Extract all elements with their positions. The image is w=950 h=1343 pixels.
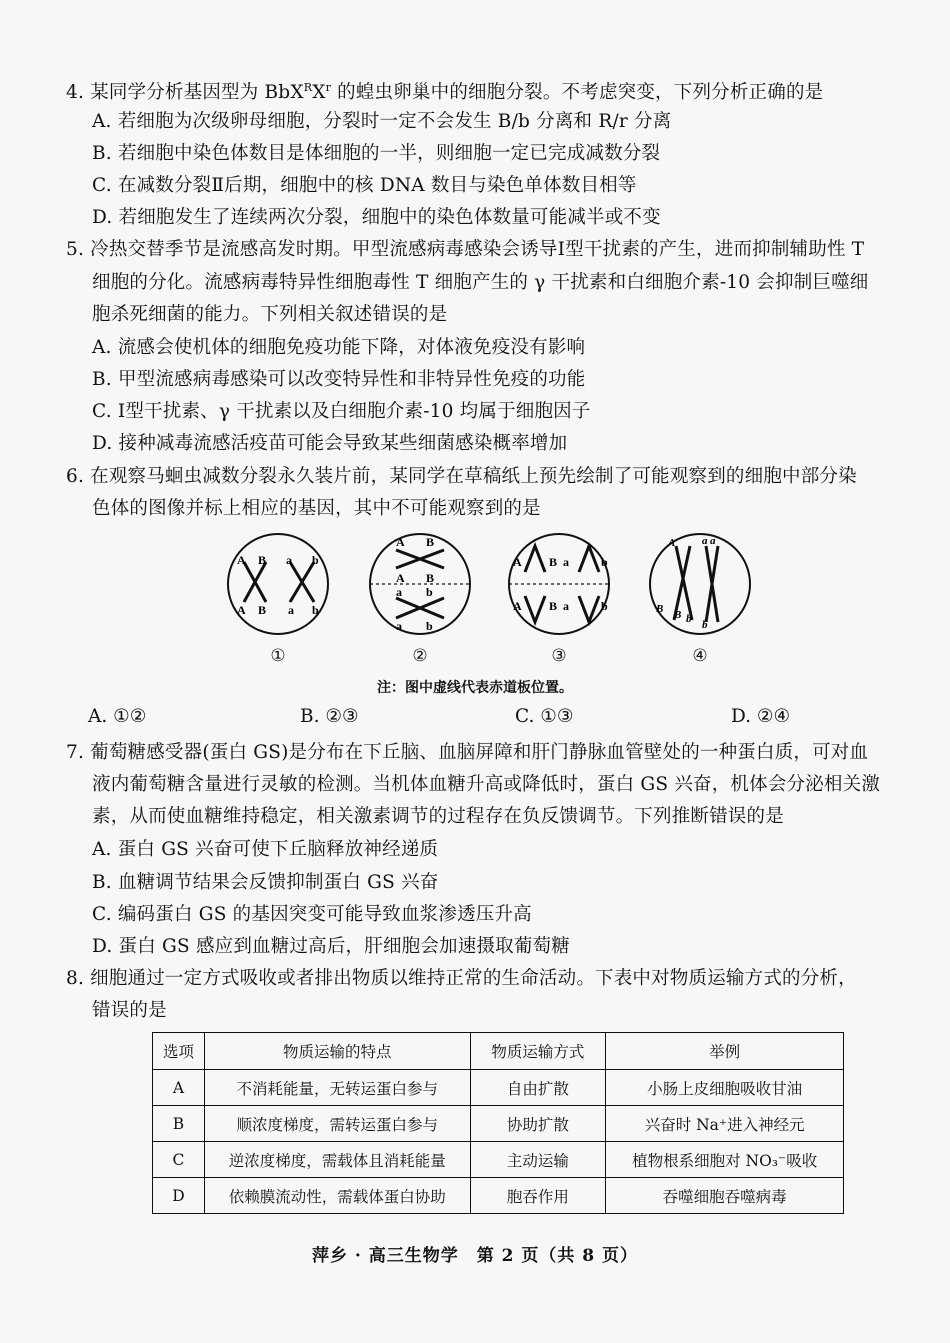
figure-caption-2: ② <box>412 646 428 666</box>
gene-label: b <box>312 553 319 567</box>
q5-stem-line1: 5. 冷热交替季节是流感高发时期。甲型流感病毒感染会诱导Ⅰ型干扰素的产生，进而抑制辅助性 T <box>66 239 865 260</box>
gene-label: A <box>668 537 676 549</box>
gene-label: b <box>426 585 433 599</box>
table-cell: 逆浓度梯度，需载体且消耗能量 <box>204 1142 470 1178</box>
gene-label: a <box>702 535 708 547</box>
q7-option-b: B. 血糖调节结果会反馈抑制蛋白 GS 兴奋 <box>92 872 439 893</box>
table-header: 物质运输的特点 <box>204 1033 470 1070</box>
gene-label: B <box>549 599 558 613</box>
gene-label: B <box>426 571 435 585</box>
gene-label: b <box>686 613 692 625</box>
q6-stem-line2: 色体的图像并标上相应的基因，其中不可能观察到的是 <box>92 498 541 519</box>
gene-label: B <box>656 603 664 615</box>
q6-stem-line1: 6. 在观察马蛔虫减数分裂永久装片前，某同学在草稿纸上预先绘制了可能观察到的细胞中部分染 <box>66 466 857 487</box>
q5-option-b: B. 甲型流感病毒感染可以改变特异性和非特异性免疫的功能 <box>92 369 586 390</box>
table-row <box>153 1178 844 1214</box>
table-cell: 胞吞作用 <box>470 1178 606 1214</box>
q7-option-d: D. 蛋白 GS 感应到血糖过高后，肝细胞会加速摄取葡萄糖 <box>92 936 570 957</box>
q5-option-a: A. 流感会使机体的细胞免疫功能下降，对体液免疫没有影响 <box>92 337 586 358</box>
gene-label: b <box>601 599 608 613</box>
gene-label: B <box>549 555 558 569</box>
q4-option-a: A. 若细胞为次级卵母细胞，分裂时一定不会发生 B/b 分离和 R/r 分离 <box>92 111 672 132</box>
cell-figure-3 <box>505 530 613 670</box>
gene-label: A <box>237 553 246 567</box>
gene-label: A <box>237 603 246 617</box>
gene-label: B <box>674 609 682 621</box>
table-row <box>153 1106 844 1142</box>
table-row <box>153 1070 844 1106</box>
gene-label: a <box>710 535 716 547</box>
table-header: 选项 <box>153 1033 205 1070</box>
cell-figures <box>0 530 950 670</box>
q8-stem-line2: 错误的是 <box>92 1000 167 1021</box>
q4-option-d: D. 若细胞发生了连续两次分裂，细胞中的染色体数量可能减半或不变 <box>92 207 661 228</box>
table-header-row <box>153 1033 844 1070</box>
figure-caption-1: ① <box>270 646 286 666</box>
figure-caption-4: ④ <box>692 646 708 666</box>
cell-diagram-4 <box>646 530 754 642</box>
q5-option-c: C. Ⅰ型干扰素、γ 干扰素以及白细胞介素-10 均属于细胞因子 <box>92 401 591 422</box>
q6-answer-d: D. ②④ <box>731 706 791 727</box>
q4-option-b: B. 若细胞中染色体数目是体细胞的一半，则细胞一定已完成减数分裂 <box>92 143 661 164</box>
q5-stem-line3: 胞杀死细菌的能力。下列相关叙述错误的是 <box>92 304 448 325</box>
cell-figure-2 <box>366 530 474 670</box>
q7-stem-line1: 7. 葡萄糖感受器(蛋白 GS)是分布在下丘脑、血脑屏障和肝门静脉血管壁处的一种蛋白质，可对血 <box>66 742 869 763</box>
gene-label: b <box>601 555 608 569</box>
figure-caption-3: ③ <box>551 646 567 666</box>
gene-label: B <box>426 535 435 549</box>
table-cell: B <box>153 1106 205 1142</box>
cell-diagram-1 <box>224 530 332 642</box>
gene-label: a <box>563 599 569 613</box>
page-footer: 萍乡 · 高三生物学 第 2 页（共 8 页） <box>311 1246 639 1266</box>
table-cell: D <box>153 1178 205 1214</box>
q7-option-a: A. 蛋白 GS 兴奋可使下丘脑释放神经递质 <box>92 839 439 860</box>
table-cell: 协助扩散 <box>470 1106 606 1142</box>
cell-figure-1 <box>224 530 332 670</box>
gene-label: a <box>288 603 294 617</box>
cell-diagram-3 <box>505 530 613 642</box>
table-header: 物质运输方式 <box>470 1033 606 1070</box>
q6-answer-a: A. ①② <box>88 706 147 727</box>
q5-stem-line2: 细胞的分化。流感病毒特异性细胞毒性 T 细胞产生的 γ 干扰素和白细胞介素-10 会抑制巨噬细 <box>92 272 869 293</box>
gene-label: B <box>258 603 267 617</box>
gene-label: A <box>396 571 405 585</box>
gene-label: B <box>258 553 267 567</box>
table-cell: 吞噬细胞吞噬病毒 <box>606 1178 844 1214</box>
cell-figure-4 <box>646 530 754 670</box>
q5-option-d: D. 接种减毒流感活疫苗可能会导致某些细菌感染概率增加 <box>92 433 568 454</box>
q8-stem-line1: 8. 细胞通过一定方式吸收或者排出物质以维持正常的生命活动。下表中对物质运输方式的分析， <box>66 968 857 989</box>
q7-option-c: C. 编码蛋白 GS 的基因突变可能导致血浆渗透压升高 <box>92 904 532 925</box>
table-cell: 顺浓度梯度，需转运蛋白参与 <box>204 1106 470 1142</box>
table-cell: A <box>153 1070 205 1106</box>
gene-label: b <box>426 619 433 633</box>
table-row <box>153 1142 844 1178</box>
q7-stem-line3: 素，从而使血糖维持稳定，相关激素调节的过程存在负反馈调节。下列推断错误的是 <box>92 806 784 827</box>
gene-label: a <box>396 585 402 599</box>
gene-label: A <box>513 555 522 569</box>
q6-answer-b: B. ②③ <box>300 706 359 727</box>
gene-label: b <box>312 603 319 617</box>
q4-stem: 4. 某同学分析基因型为 $BbX^RX^r$ 的蝗虫卵巢中的细胞分裂。不考虑突变，下列分析正确的是 <box>66 81 824 104</box>
gene-label: A <box>513 599 522 613</box>
table-cell: 主动运输 <box>470 1142 606 1178</box>
table-cell: 兴奋时 Na⁺进入神经元 <box>606 1106 844 1142</box>
table-cell: 依赖膜流动性，需载体蛋白协助 <box>204 1178 470 1214</box>
q7-stem-line2: 液内葡萄糖含量进行灵敏的检测。当机体血糖升高或降低时，蛋白 GS 兴奋，机体会分泌相关激 <box>92 774 881 795</box>
gene-label: A <box>396 535 405 549</box>
q6-answer-c: C. ①③ <box>515 706 574 727</box>
figure-note: 注：图中虚线代表赤道板位置。 <box>377 680 573 696</box>
table-cell: 植物根系细胞对 NO₃⁻吸收 <box>606 1142 844 1178</box>
table-cell: C <box>153 1142 205 1178</box>
gene-label: b <box>702 619 708 631</box>
transport-table <box>152 1032 844 1214</box>
table-header: 举例 <box>606 1033 844 1070</box>
table-cell: 不消耗能量，无转运蛋白参与 <box>204 1070 470 1106</box>
q4-option-c: C. 在减数分裂Ⅱ后期，细胞中的核 DNA 数目与染色单体数目相等 <box>92 175 637 196</box>
table-cell: 自由扩散 <box>470 1070 606 1106</box>
gene-label: a <box>396 619 402 633</box>
gene-label: a <box>563 555 569 569</box>
cell-diagram-2 <box>366 530 474 642</box>
gene-label: a <box>286 553 292 567</box>
table-cell: 小肠上皮细胞吸收甘油 <box>606 1070 844 1106</box>
